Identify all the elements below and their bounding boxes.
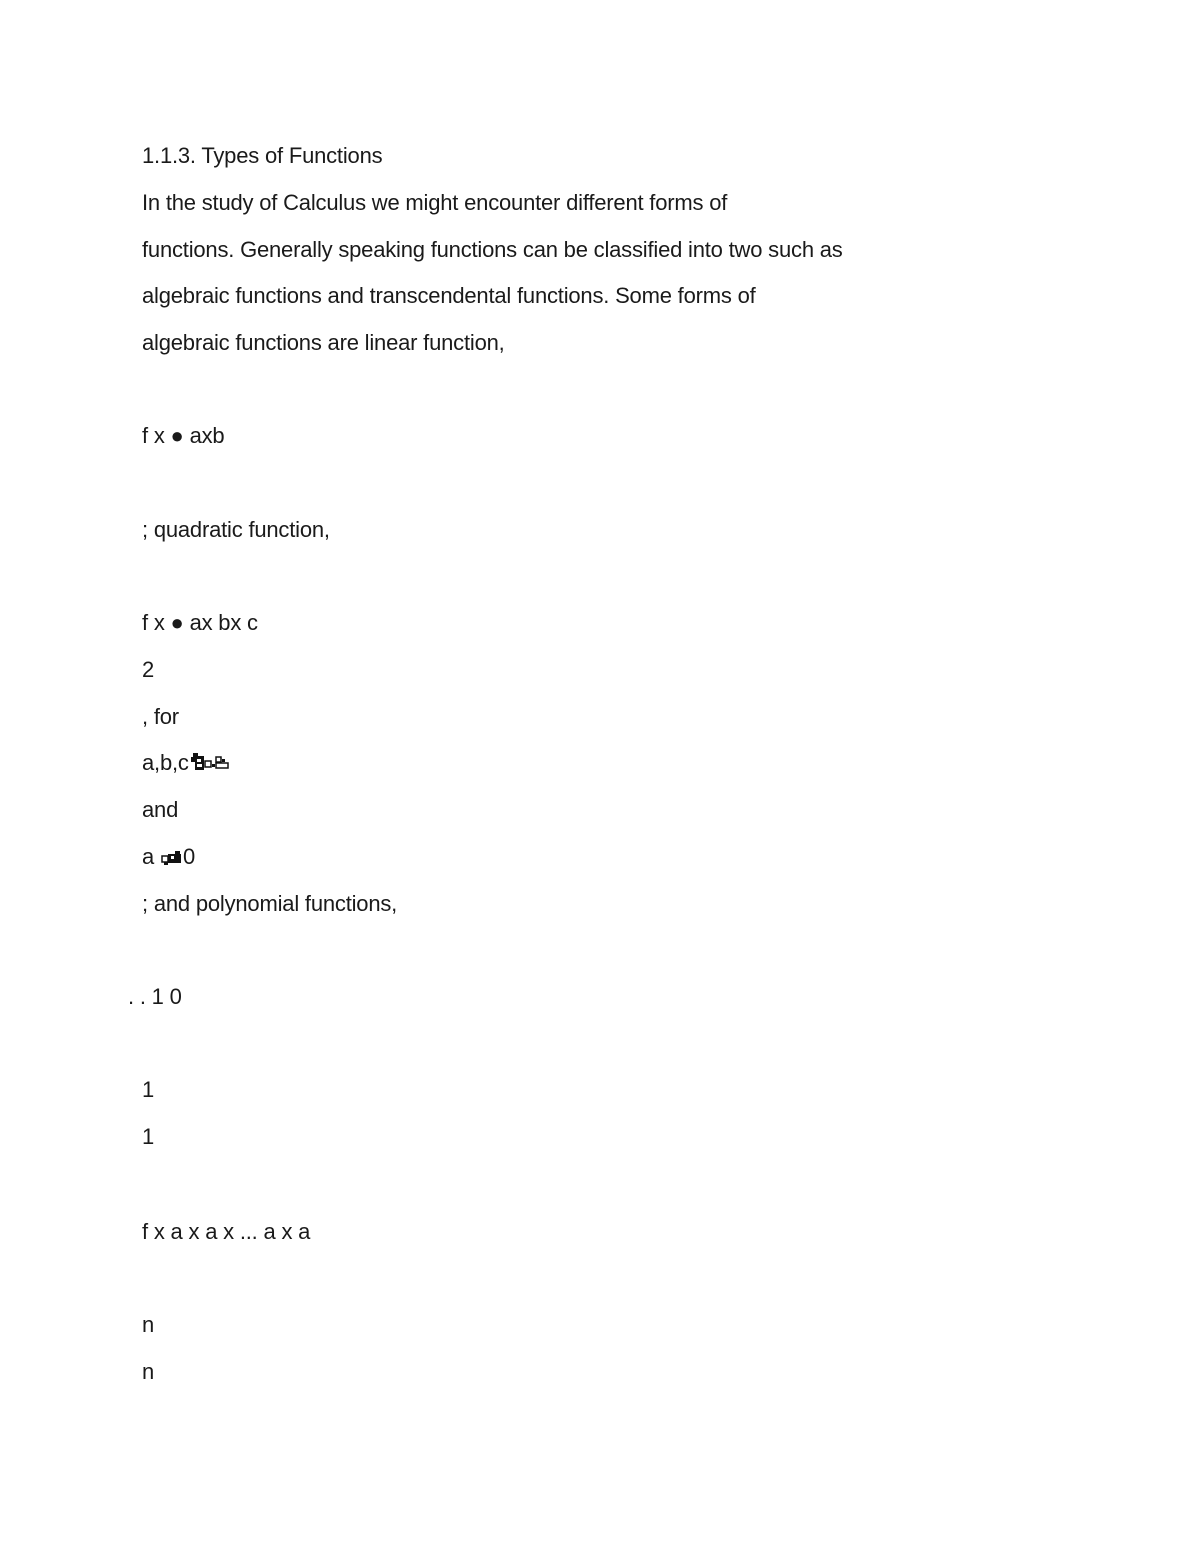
formula-rhs: axb [189,423,225,448]
formula-operator: ● [170,610,184,635]
nonzero-condition [142,843,195,871]
polynomial-intro: ; and polynomial functions, [142,891,398,916]
polynomial-degree: n [142,1312,155,1337]
coefficients-condition [142,749,232,777]
paragraph-line: algebraic functions and transcendental functions. Some forms of [142,283,756,308]
quadratic-exponent: 2 [142,657,155,682]
formula-rhs: ax bx c [189,610,258,635]
quadratic-intro: ; quadratic function, [142,517,330,542]
polynomial-index-line: . . 1 0 [128,984,182,1009]
formula-lhs: f x [142,610,165,635]
linear-function-formula [142,422,224,450]
condition-lhs: a [142,844,155,869]
formula-lhs: f x [142,423,165,448]
condition-rhs: 0 [182,844,196,869]
polynomial-superscript: 1 [142,1077,155,1102]
garbled-not-equal-icon [161,849,183,867]
paragraph-line: functions. Generally speaking functions can be classified into two such as [142,237,843,262]
formula-operator: ● [170,423,184,448]
paragraph-line: In the study of Calculus we might encounter different forms of [142,190,728,215]
for-text: , for [142,704,179,729]
and-text: and [142,797,179,822]
coefficients-text: a,b,c [142,750,189,775]
polynomial-degree: n [142,1359,155,1384]
polynomial-function-formula: f x a x a x ... a x a [142,1219,311,1244]
quadratic-function-formula [142,609,258,637]
garbled-element-of-reals-icon [190,751,232,773]
section-heading: 1.1.3. Types of Functions [142,143,383,168]
polynomial-superscript: 1 [142,1124,155,1149]
paragraph-line: algebraic functions are linear function, [142,330,505,355]
